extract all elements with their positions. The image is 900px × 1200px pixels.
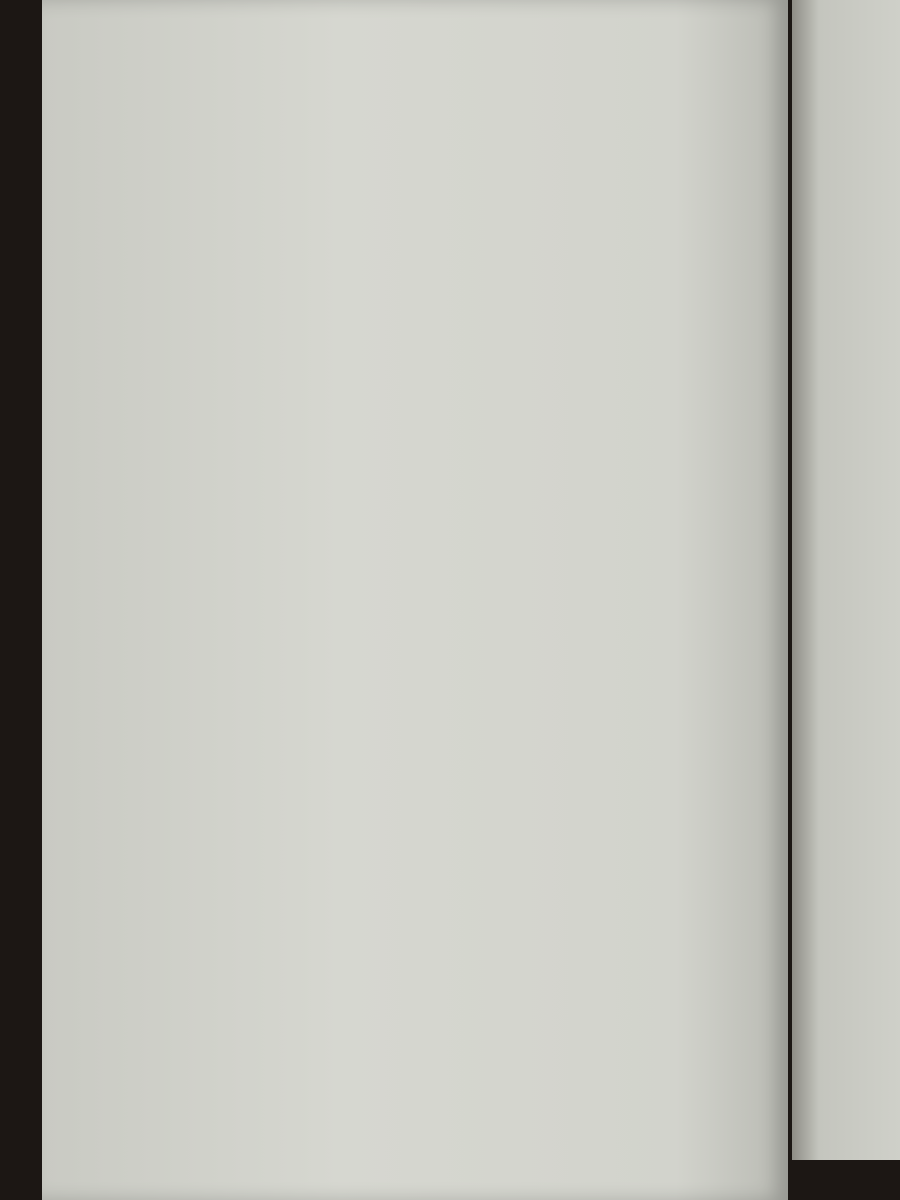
- book-page-left: [42, 0, 788, 1200]
- book-page-right: [792, 0, 900, 1160]
